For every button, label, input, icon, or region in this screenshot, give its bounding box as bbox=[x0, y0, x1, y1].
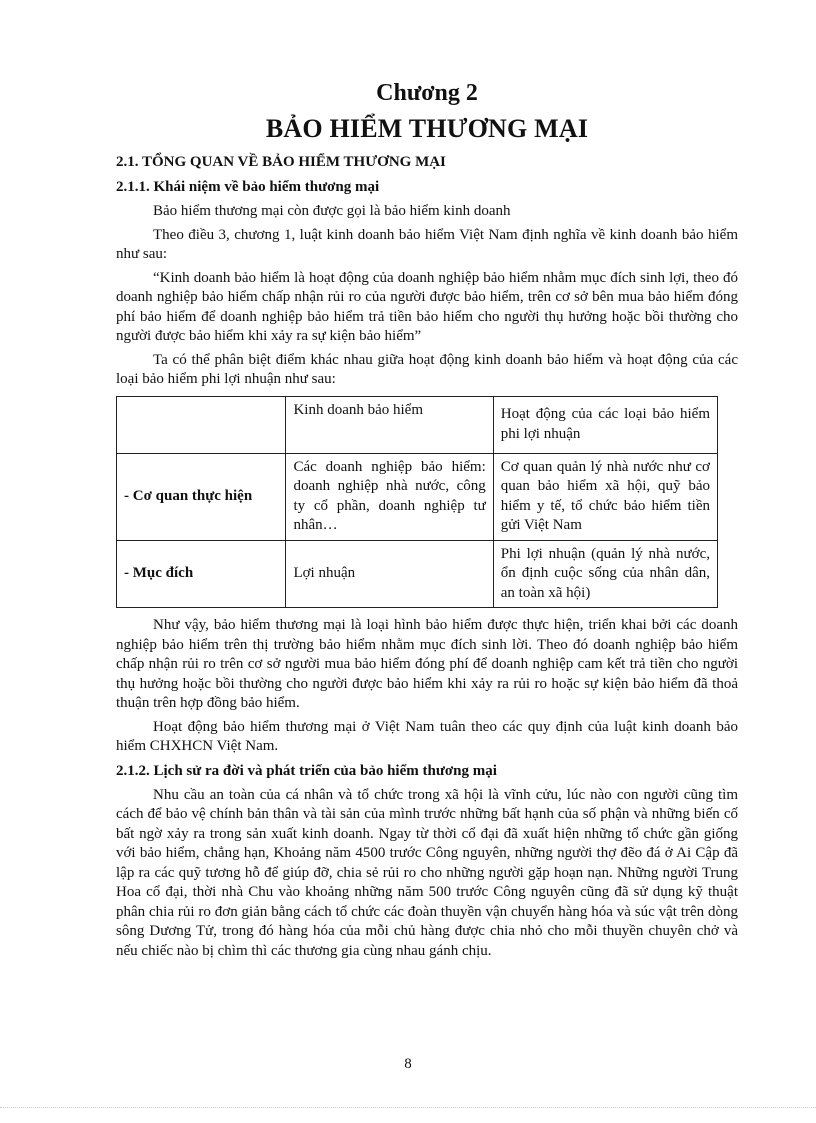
section-heading-2-1-2: 2.1.2. Lịch sử ra đời và phát triển của bảo hiểm thương mại bbox=[116, 762, 497, 779]
table-row bbox=[117, 540, 718, 608]
table-cell: Lợi nhuận bbox=[286, 540, 493, 608]
paragraph-5: Như vậy, bảo hiểm thương mại là loại hình bảo hiểm được thực hiện, triển khai bởi các doanh nghiệp bảo hiểm trên thị trường bảo hiểm nhằm mục đích sinh lời. Theo đó doanh nghiệp bảo hiểm chấp nhận rủi ro trên cơ sở người mua bảo hiểm đóng phí để doanh nghiệp cam kết trả tiền cho người thụ hưởng hoặc bồi thường cho người được bảo hiểm khi xảy ra rủi ro hoặc sự kiện bảo hiểm đã thoả thuận trên hợp đồng bảo hiểm. bbox=[116, 617, 738, 711]
page-bottom-divider bbox=[0, 1107, 816, 1108]
section-heading-2-1: 2.1. TỔNG QUAN VỀ BẢO HIỂM THƯƠNG MẠI bbox=[116, 154, 446, 170]
table-header-cell bbox=[117, 396, 286, 453]
chapter-heading: Chương 2 bbox=[376, 80, 478, 106]
table-row bbox=[117, 453, 718, 540]
table-row-label: - Cơ quan thực hiện bbox=[117, 453, 286, 540]
table-row-label: - Mục đích bbox=[117, 540, 286, 608]
paragraph-4: Ta có thể phân biệt điểm khác nhau giữa hoạt động kinh doanh bảo hiểm và hoạt động của các loại bảo hiểm phi lợi nhuận như sau: bbox=[116, 351, 738, 387]
page-content bbox=[116, 78, 738, 965]
page-number: 8 bbox=[404, 1056, 412, 1072]
section-heading-2-1-1: 2.1.1. Khái niệm về bảo hiểm thương mại bbox=[116, 179, 380, 195]
chapter-title: BẢO HIỂM THƯƠNG MẠI bbox=[265, 114, 589, 143]
comparison-table bbox=[116, 396, 718, 609]
paragraph-2: Theo điều 3, chương 1, luật kinh doanh bảo hiểm Việt Nam định nghĩa về kinh doanh bảo hiểm như sau: bbox=[116, 226, 738, 262]
table-cell: Phi lợi nhuận (quản lý nhà nước, ổn định cuộc sống của nhân dân, an toàn xã hội) bbox=[493, 540, 717, 608]
table-header-cell: Hoạt động của các loại bảo hiểm phi lợi nhuận bbox=[493, 396, 717, 453]
paragraph-6: Hoạt động bảo hiểm thương mại ở Việt Nam tuân theo các quy định của luật kinh doanh bảo hiểm CHXHCN Việt Nam. bbox=[116, 718, 738, 754]
table-cell: Các doanh nghiệp bảo hiểm: doanh nghiệp nhà nước, công ty cổ phần, doanh nghiệp tư nhân… bbox=[286, 453, 493, 540]
quote-paragraph: “Kinh doanh bảo hiểm là hoạt động của doanh nghiệp bảo hiểm nhằm mục đích sinh lợi, theo đó doanh nghiệp bảo hiểm chấp nhận rủi ro của người được bảo hiểm, trên cơ sở bên mua bảo hiểm đóng phí bảo hiểm để doanh nghiệp bảo hiểm trả tiền bảo hiểm cho người thụ hưởng hoặc bồi thường cho người được bảo hiểm khi xảy ra sự kiện bảo hiểm” bbox=[116, 269, 738, 344]
table-header-row bbox=[117, 396, 718, 453]
paragraph-1: Bảo hiểm thương mại còn được gọi là bảo hiểm kinh doanh bbox=[153, 203, 511, 219]
paragraph-7: Nhu cầu an toàn của cá nhân và tổ chức trong xã hội là vĩnh cửu, lúc nào con người cũng tìm cách để bảo vệ chính bản thân và tài sản của mình trước những bất hạnh của số phận và những biến cố bất ngờ xảy ra trong sản xuất kinh doanh. Ngay từ thời cổ đại đã xuất hiện những tổ chức gần giống với bảo hiểm, chẳng hạn, Khoảng năm 4500 trước Công nguyên, những người thợ đẽo đá ở Ai Cập đã lập ra các quỹ tương hỗ để giúp đỡ, chia sẻ rủi ro cho những người gặp hoạn nạn. Những người Trung Hoa cổ đại, thời nhà Chu vào khoảng những năm 500 trước Công nguyên cũng đã sử dụng kỹ thuật phân chia rủi ro đơn giản bằng cách tổ chức các đoàn thuyền vận chuyển hàng hóa và súc vật trên dòng sông Dương Tử, trong đó hàng hóa của mỗi chủ hàng được chia nhỏ cho mỗi thuyền chuyên chở và nếu chiếc nào bị chìm thì các thương gia cùng nhau gánh chịu. bbox=[116, 786, 738, 959]
table-cell: Cơ quan quản lý nhà nước như cơ quan bảo hiểm xã hội, quỹ bảo hiểm y tế, tổ chức bảo hiểm tiền gửi Việt Nam bbox=[493, 453, 717, 540]
table-header-cell: Kinh doanh bảo hiểm bbox=[286, 396, 493, 453]
